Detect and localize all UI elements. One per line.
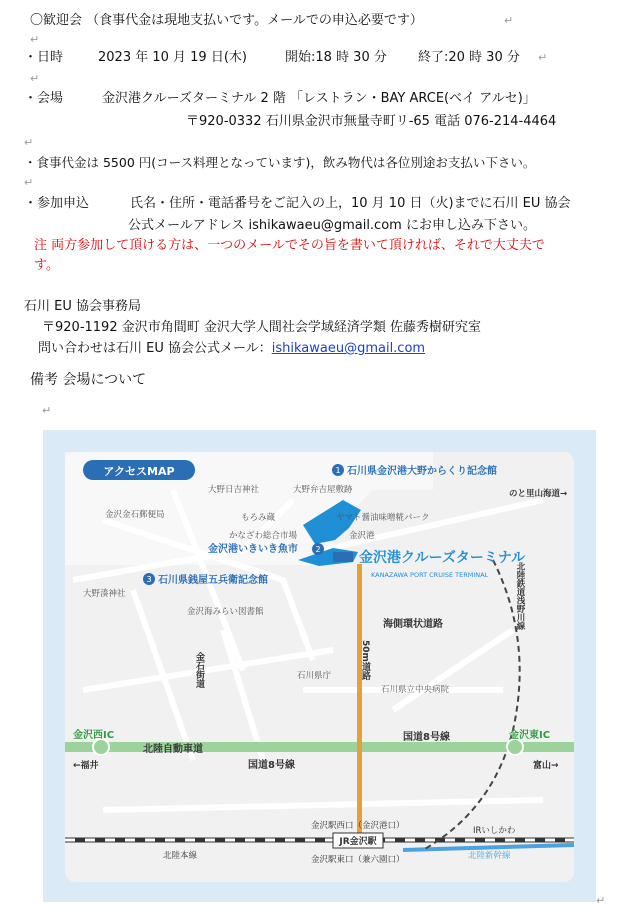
paragraph-mark: ↵ — [24, 176, 34, 189]
office-title: 石川 EU 協会事務局 — [24, 299, 141, 314]
date-value: 2023 年 10 月 19 日(木) — [98, 50, 247, 65]
label-east-exit: 金沢駅東口（兼六園口） — [311, 855, 405, 865]
label-pref-hospital: 石川県立中央病院 — [381, 685, 450, 695]
poi-1-number: 1 — [335, 466, 341, 475]
paragraph-mark: ↵ — [30, 72, 40, 85]
paragraph-mark: ↵ — [24, 136, 34, 149]
note-line-2: す。 — [34, 258, 59, 273]
hokuriku-expressway — [65, 742, 574, 752]
poi-2-label: 金沢港いきいき魚市 — [208, 544, 298, 555]
label-fukui: ←福井 — [73, 761, 99, 771]
label-asanogawa: 北陸鉄道浅野川線 — [515, 562, 525, 630]
label-yamato: ヤマト醤油味噌糀パーク — [336, 513, 430, 523]
label-noto: のと里山海道→ — [509, 489, 568, 499]
label-route8-left: 国道8号線 — [248, 760, 295, 771]
road-50m — [357, 564, 362, 834]
paragraph-mark: ↵ — [504, 14, 514, 27]
terminal-subtitle: KANAZAWA PORT CRUISE TERMINAL — [371, 571, 489, 579]
contact-email-link[interactable]: ishikawaeu@gmail.com — [271, 341, 426, 356]
contact-prefix: 問い合わせは石川 EU 協会公式メール： — [38, 341, 272, 356]
poi-1-label: 石川県金沢港大野からくり記念館 — [347, 466, 497, 477]
label-kanazawako: 金沢港 — [349, 531, 375, 541]
contact-line — [38, 340, 425, 358]
label-kanaiwa-kaido: 金石街道 — [194, 652, 204, 688]
label-pref-office: 石川県庁 — [297, 671, 332, 681]
label-hokuriku-line: 北陸本線 — [163, 851, 198, 861]
label-mirai-lib: 金沢海みらい図書館 — [187, 607, 264, 617]
label-oono-minato: 大野湊神社 — [83, 589, 126, 599]
label-expressway: 北陸自動車道 — [143, 744, 203, 755]
start-time: 開始:18 時 30 分 — [285, 50, 387, 65]
apply-label: ・参加申込 — [24, 196, 90, 211]
heading-welcome: 〇歓迎会 （食事代金は現地支払いです。メールでの申込必要です） — [30, 13, 423, 28]
west-ic-marker — [93, 739, 109, 755]
label-road-50m: 50m道路 — [360, 640, 370, 680]
date-label: ・日時 — [24, 50, 64, 65]
apply-line-1: 氏名・住所・電話番号をご記入の上，10 月 10 日（火)までに石川 EU 協会 — [130, 196, 571, 211]
label-jr-kanazawa: JR金沢駅 — [339, 837, 377, 847]
terminal-title: 金沢港クルーズターミナル — [359, 550, 526, 566]
poi-3-label: 石川県銭屋五兵衛記念館 — [158, 575, 268, 586]
poi-2-number: 2 — [315, 545, 321, 554]
office-address: 〒920-1192 金沢市角間町 金沢大学人間社会学域経済学類 佐藤秀樹研究室 — [42, 320, 481, 335]
label-kaisoku: 海側環状道路 — [383, 619, 443, 630]
label-west-exit: 金沢駅西口（金沢港口） — [311, 821, 405, 831]
label-east-ic: 金沢東IC — [509, 730, 551, 741]
end-time: 終了:20 時 30 分 — [418, 50, 520, 65]
venue-name: 金沢港クルーズターミナル 2 階 「レストラン・BAY ARCE(ベイ アルセ)」 — [102, 91, 536, 106]
east-ic-marker — [507, 739, 523, 755]
paragraph-mark: ↵ — [30, 33, 40, 46]
label-west-ic: 金沢西IC — [73, 730, 115, 741]
label-ir-ishikawa: IRいしかわ — [473, 826, 516, 836]
label-kanaiwa-post: 金沢金石郵便局 — [105, 510, 165, 520]
label-kanagawa-ichiba: かなざわ総合市場 — [229, 531, 298, 541]
venue-label: ・会場 — [24, 91, 64, 106]
apply-line-2: 公式メールアドレス ishikawaeu@gmail.com にお申し込み下さい。 — [128, 218, 536, 233]
note-line-1: 注 両方参加して頂ける方は、一つのメールでその旨を書いて頂ければ、それで大丈夫で — [34, 238, 545, 253]
fee-note: ・食事代金は 5500 円(コース料理となっています)，飲み物代は各位別途お支払い下さい。 — [24, 155, 536, 170]
poi-3-number: 3 — [146, 575, 152, 584]
venue-address: 〒920-0332 石川県金沢市無量寺町リ-65 電話 076-214-4464 — [186, 114, 557, 129]
paragraph-mark: ↵ — [42, 404, 52, 417]
map-title: アクセスMAP — [103, 465, 175, 478]
label-moromi: もろみ蔵 — [241, 513, 276, 523]
label-route8-right: 国道8号線 — [403, 732, 450, 743]
paragraph-mark: ↵ — [596, 894, 606, 907]
label-oono-bengara: 大野弁吉屋敷跡 — [293, 485, 353, 495]
label-oono-hiyoshi: 大野日吉神社 — [208, 485, 260, 495]
paragraph-mark: ↵ — [538, 51, 548, 64]
terminal-marker — [333, 552, 353, 562]
access-map — [43, 430, 596, 902]
label-toyama: 富山→ — [533, 761, 559, 771]
remark-heading: 備考 会場について — [30, 372, 147, 388]
label-shinkansen: 北陸新幹線 — [468, 851, 511, 861]
